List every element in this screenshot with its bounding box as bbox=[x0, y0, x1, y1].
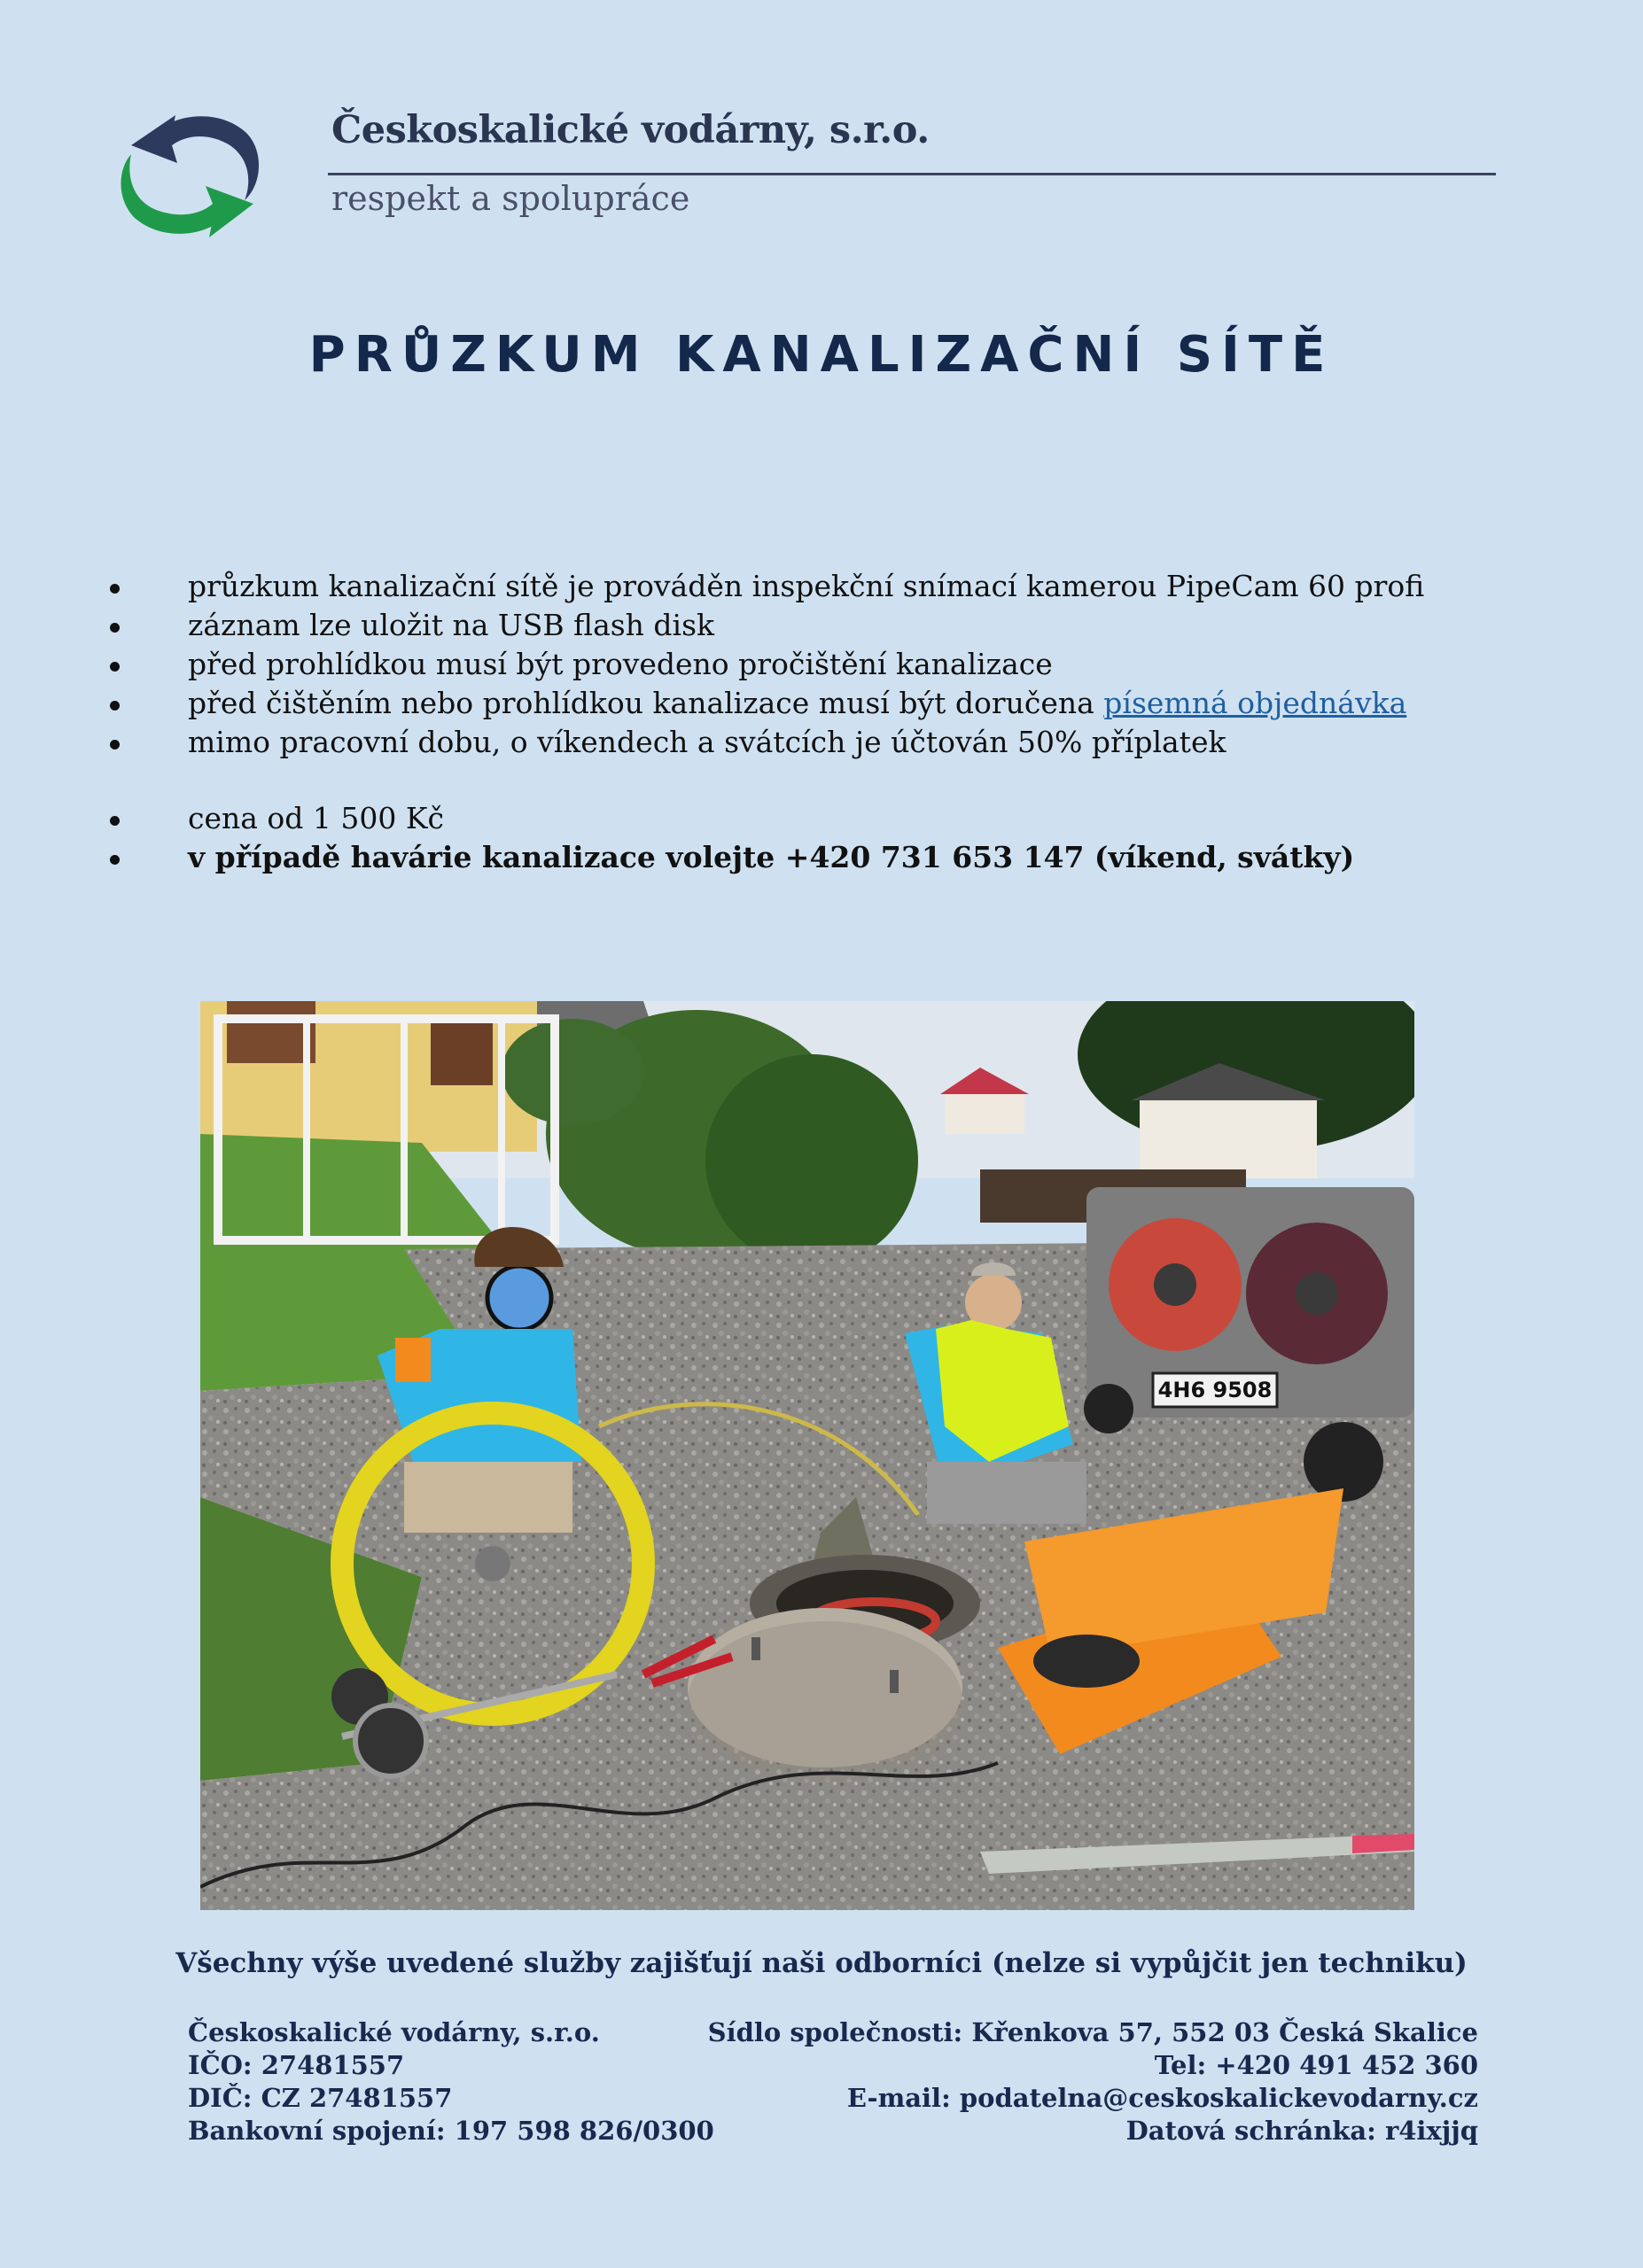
company-name: Českoskalické vodárny, s.r.o. bbox=[331, 108, 930, 152]
bullet-icon bbox=[110, 584, 120, 594]
page-title: PRŮZKUM KANALIZAČNÍ SÍTĚ bbox=[308, 326, 1335, 384]
info-list bbox=[106, 567, 1424, 877]
bullet-icon bbox=[110, 701, 120, 711]
list-item: záznam lze uložit na USB flash disk bbox=[106, 606, 1424, 645]
bullet-icon bbox=[110, 662, 120, 672]
footer-phone: Tel: +420 491 452 360 bbox=[1154, 2050, 1478, 2080]
bullet-icon bbox=[110, 740, 120, 750]
header-divider bbox=[328, 173, 1496, 175]
services-note: Všechny výše uvedené služby zajišťují naši odborníci (nelze si vypůjčit jen techniku) bbox=[175, 1947, 1468, 1979]
list-item: před prohlídkou musí být provedeno pročištění kanalizace bbox=[106, 645, 1424, 684]
footer-email[interactable]: E-mail: podatelna@ceskoskalickevodarny.cz bbox=[846, 2083, 1478, 2113]
emergency-item: v případě havárie kanalizace volejte +420 731 653 147 (víkend, svátky) bbox=[106, 838, 1424, 877]
footer-company-info bbox=[188, 2016, 714, 2148]
list-item: před čištěním nebo prohlídkou kanalizace musí být doručena písemná objednávka bbox=[106, 684, 1424, 723]
bullet-icon bbox=[110, 816, 120, 826]
footer-data-box: Datová schránka: r4ixjjq bbox=[1125, 2116, 1478, 2146]
footer-company-name: Českoskalické vodárny, s.r.o. bbox=[188, 2017, 600, 2047]
bullet-icon bbox=[110, 855, 120, 865]
footer-contact-info bbox=[708, 2016, 1478, 2148]
plate-text: 4H6 9508 bbox=[1157, 1378, 1273, 1402]
footer-bank: Bankovní spojení: 197 598 826/0300 bbox=[188, 2116, 714, 2146]
order-form-link[interactable]: písemná objednávka bbox=[1103, 686, 1407, 720]
inspection-photo bbox=[200, 1001, 1414, 1910]
footer-address: Sídlo společnosti: Křenkova 57, 552 03 Česká Skalice bbox=[707, 2017, 1478, 2047]
footer-ico: IČO: 27481557 bbox=[188, 2050, 405, 2080]
company-tagline: respekt a spolupráce bbox=[331, 179, 690, 218]
blurred-face bbox=[487, 1266, 551, 1330]
list-item: průzkum kanalizační sítě je prováděn inspekční snímací kamerou PipeCam 60 profi bbox=[106, 567, 1424, 606]
list-item: mimo pracovní dobu, o víkendech a svátcích je účtován 50% příplatek bbox=[106, 723, 1424, 762]
bullet-icon bbox=[110, 623, 120, 633]
company-logo-icon bbox=[113, 96, 273, 251]
footer-dic: DIČ: CZ 27481557 bbox=[188, 2083, 453, 2113]
price-item: cena od 1 500 Kč bbox=[106, 799, 1424, 838]
